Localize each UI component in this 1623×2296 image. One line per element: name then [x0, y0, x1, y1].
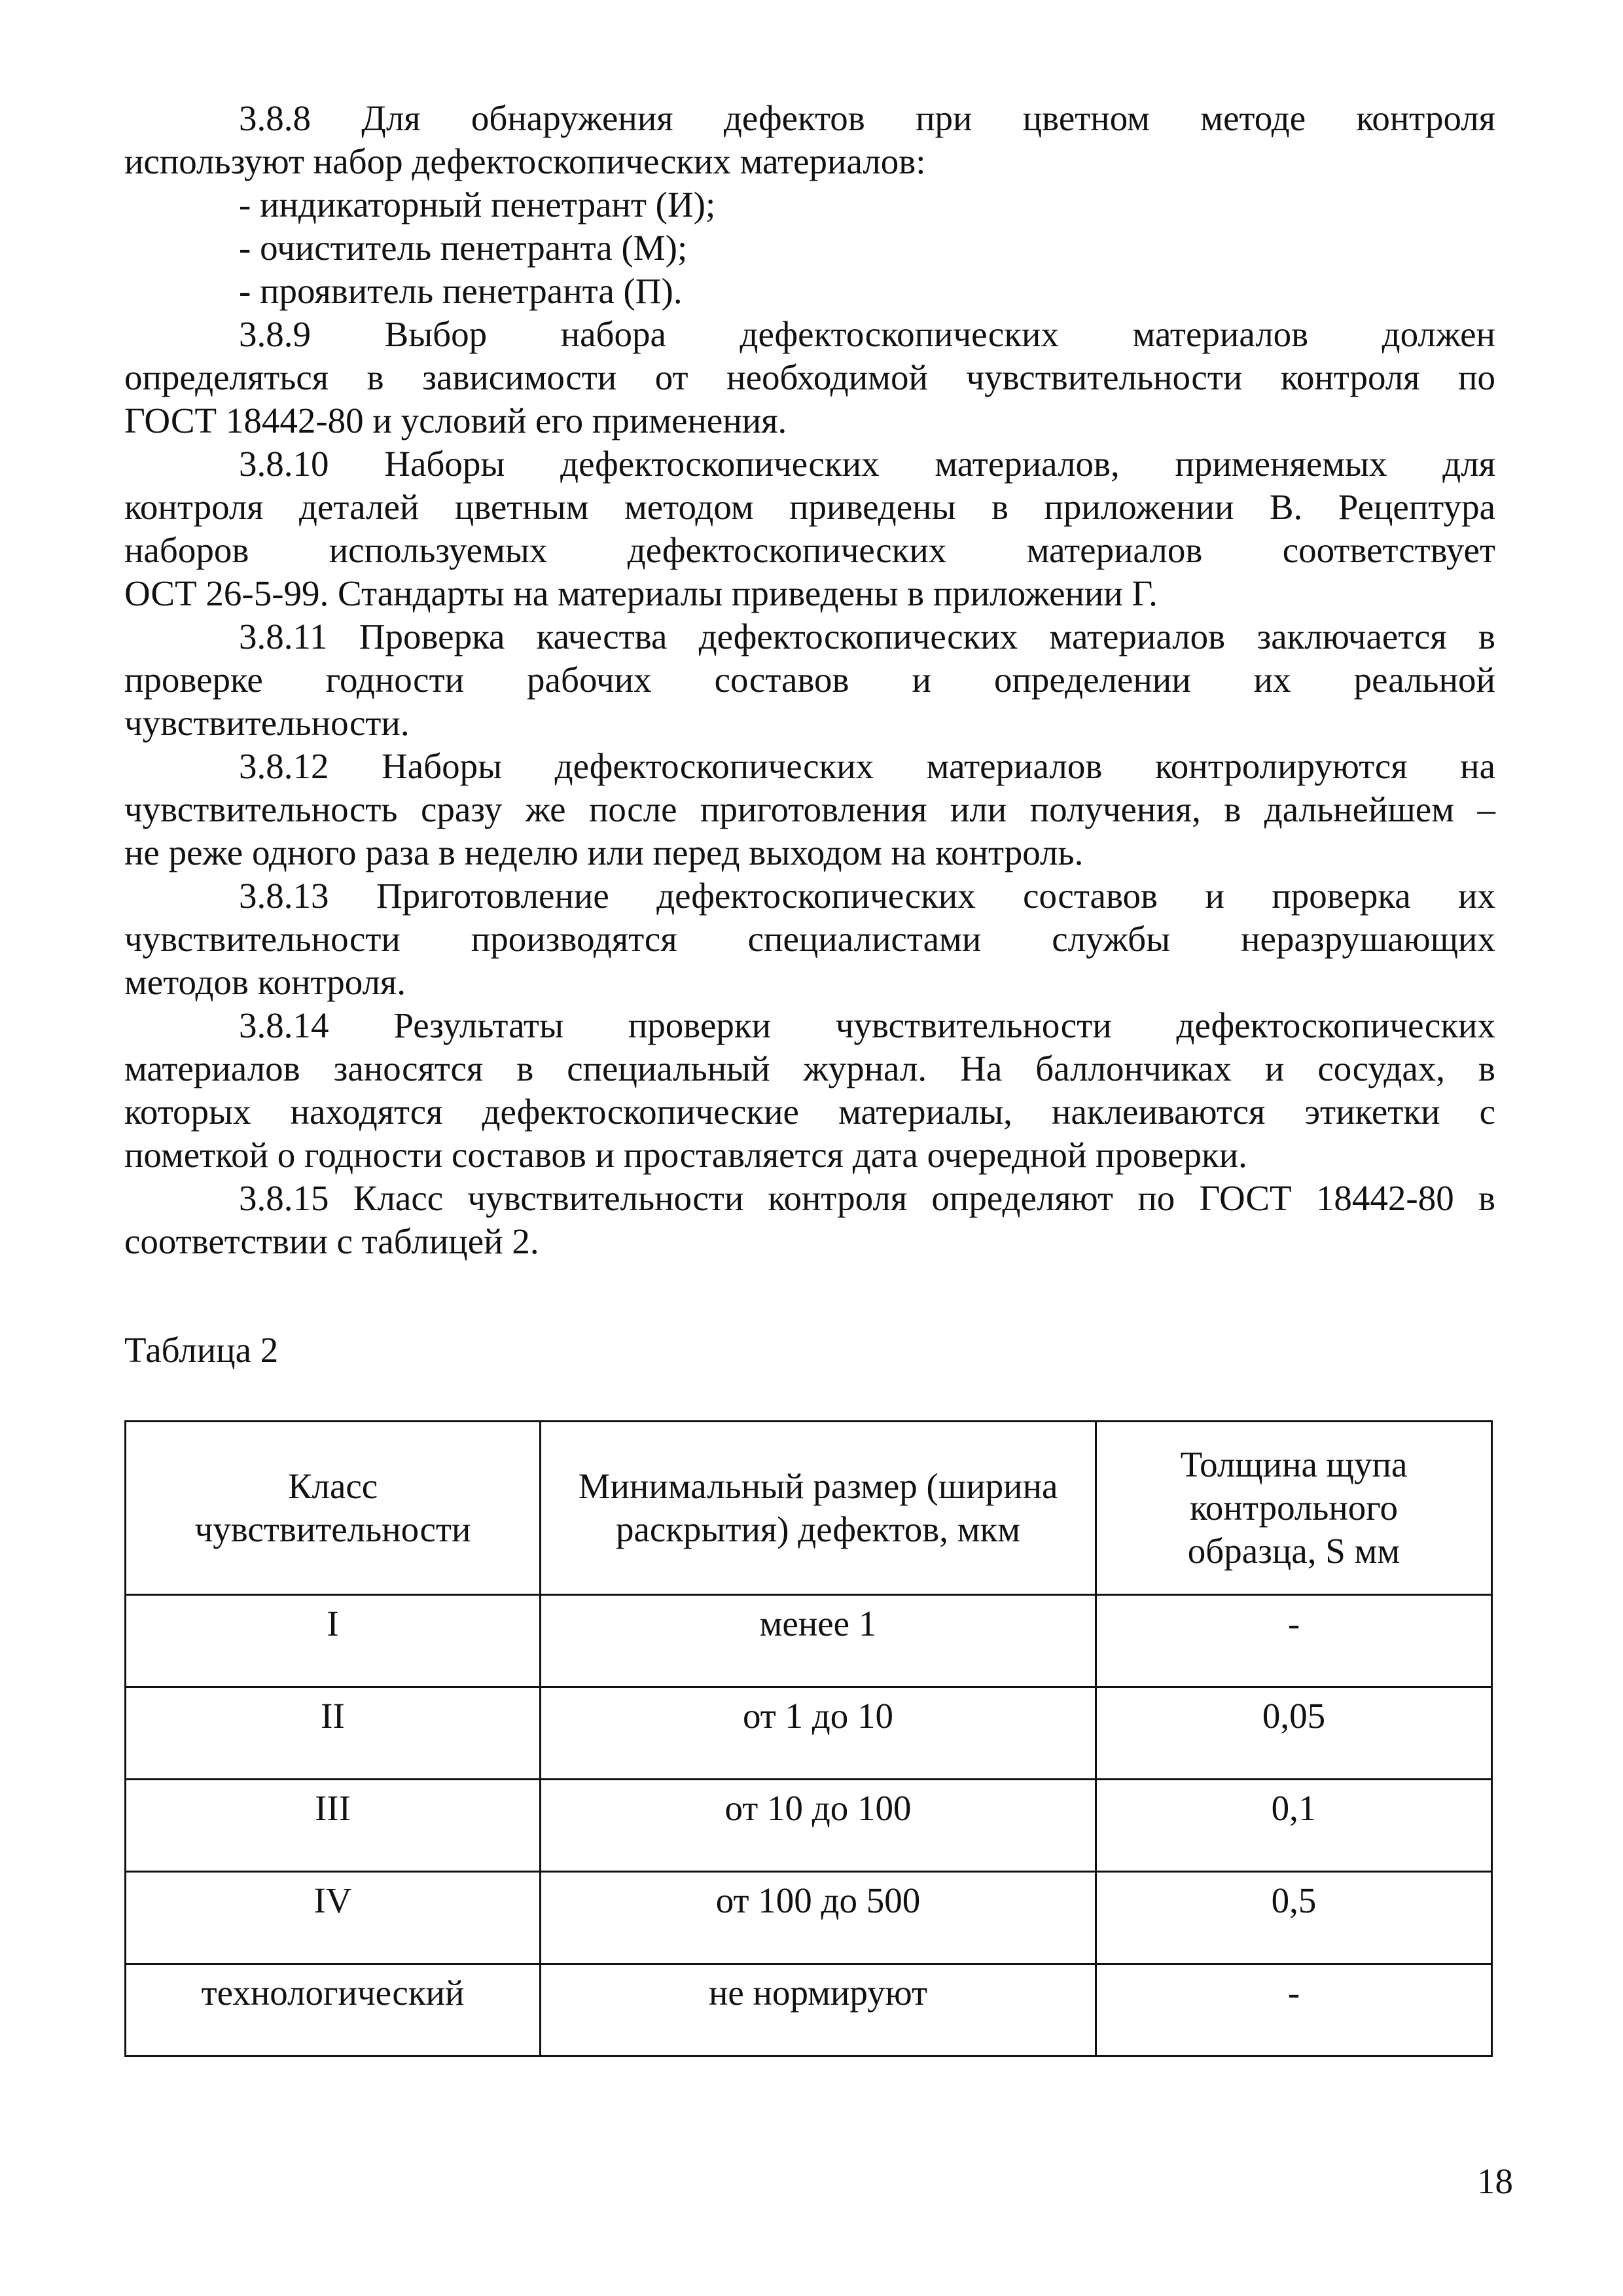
paragraph-line: 3.8.9 Выбор набора дефектоскопических материалов должен: [239, 314, 1495, 354]
table-caption: Таблица 2: [124, 1330, 279, 1370]
paragraph-line: 3.8.15 Класс чувствительности контроля определяют по ГОСТ 18442-80 в: [239, 1178, 1495, 1218]
table-cell: III: [126, 1780, 541, 1872]
table-cell: -: [1096, 1595, 1492, 1687]
table-row: [126, 1687, 1492, 1780]
paragraph-line: 3.8.10 Наборы дефектоскопических материалов, применяемых для: [239, 444, 1495, 484]
paragraph-line: проверке годности рабочих составов и определении их реальной: [124, 660, 1495, 700]
paragraph-line: контроля деталей цветным методом приведены в приложении В. Рецептура: [124, 487, 1495, 527]
table-cell: I: [126, 1595, 541, 1687]
table-cell: менее 1: [541, 1595, 1096, 1687]
paragraph-line: 3.8.8 Для обнаружения дефектов при цветном методе контроля: [239, 98, 1495, 138]
header-cell: [1096, 1422, 1492, 1595]
paragraph-line: чувствительности.: [124, 703, 410, 743]
sensitivity-table: [124, 1420, 1493, 2057]
header-text: образца, S мм: [1187, 1531, 1400, 1571]
paragraph-line: 3.8.14 Результаты проверки чувствительности дефектоскопических: [239, 1005, 1495, 1045]
paragraph-line: ГОСТ 18442-80 и условий его применения.: [124, 401, 787, 440]
table-cell: технологический: [126, 1964, 541, 2056]
table-header-row: [126, 1422, 1492, 1595]
header-cell: [126, 1422, 541, 1595]
paragraph-line: чувствительность сразу же после приготовления или получения, в дальнейшем –: [124, 789, 1495, 829]
paragraph-line: чувствительности производятся специалистами службы неразрушающих: [124, 919, 1495, 959]
paragraph-line: не реже одного раза в неделю или перед выходом на контроль.: [124, 833, 1084, 872]
table-cell: не нормируют: [541, 1964, 1096, 2056]
header-text: Толщина щупа: [1180, 1444, 1408, 1484]
header-text: Класс: [287, 1466, 378, 1506]
table-cell: II: [126, 1687, 541, 1780]
header-text: Минимальный размер (ширина: [578, 1466, 1058, 1506]
table-cell: от 10 до 100: [541, 1780, 1096, 1872]
paragraph-line: 3.8.12 Наборы дефектоскопических материалов контролируются на: [239, 746, 1495, 786]
list-item: - проявитель пенетранта (П).: [239, 271, 683, 311]
table-cell: 0,05: [1096, 1687, 1492, 1780]
header-text: раскрытия) дефектов, мкм: [615, 1509, 1021, 1549]
paragraph-line: соответствии с таблицей 2.: [124, 1221, 539, 1261]
table-row: [126, 1595, 1492, 1687]
paragraph-line: пометкой о годности составов и проставляется дата очередной проверки.: [124, 1135, 1247, 1175]
page-number: 18: [1477, 2161, 1513, 2201]
paragraph-line: используют набор дефектоскопических материалов:: [124, 141, 926, 181]
paragraph-line: методов контроля.: [124, 962, 406, 1002]
table-cell: IV: [126, 1872, 541, 1964]
header-cell: [541, 1422, 1096, 1595]
paragraph-line: ОСТ 26-5-99. Стандарты на материалы приведены в приложении Г.: [124, 573, 1158, 613]
table-row: [126, 1872, 1492, 1964]
table-cell: от 1 до 10: [541, 1687, 1096, 1780]
paragraph-line: материалов заносятся в специальный журнал. На баллончиках и сосудах, в: [124, 1049, 1495, 1088]
header-text: контрольного: [1190, 1488, 1398, 1528]
table-row: [126, 1780, 1492, 1872]
table-cell: от 100 до 500: [541, 1872, 1096, 1964]
paragraph-line: определяться в зависимости от необходимой чувствительности контроля по: [124, 357, 1495, 397]
list-item: - очиститель пенетранта (М);: [239, 228, 688, 268]
table-row: [126, 1964, 1492, 2056]
table-cell: 0,1: [1096, 1780, 1492, 1872]
paragraph-line: которых находятся дефектоскопические материалы, наклеиваются этикетки с: [124, 1092, 1495, 1132]
table-cell: 0,5: [1096, 1872, 1492, 1964]
paragraph-line: 3.8.13 Приготовление дефектоскопических составов и проверка их: [239, 876, 1495, 916]
paragraph-line: 3.8.11 Проверка качества дефектоскопических материалов заключается в: [239, 617, 1495, 656]
paragraph-line: наборов используемых дефектоскопических материалов соответствует: [124, 530, 1495, 570]
list-item: - индикаторный пенетрант (И);: [239, 185, 716, 224]
table-cell: -: [1096, 1964, 1492, 2056]
header-text: чувствительности: [194, 1509, 471, 1549]
